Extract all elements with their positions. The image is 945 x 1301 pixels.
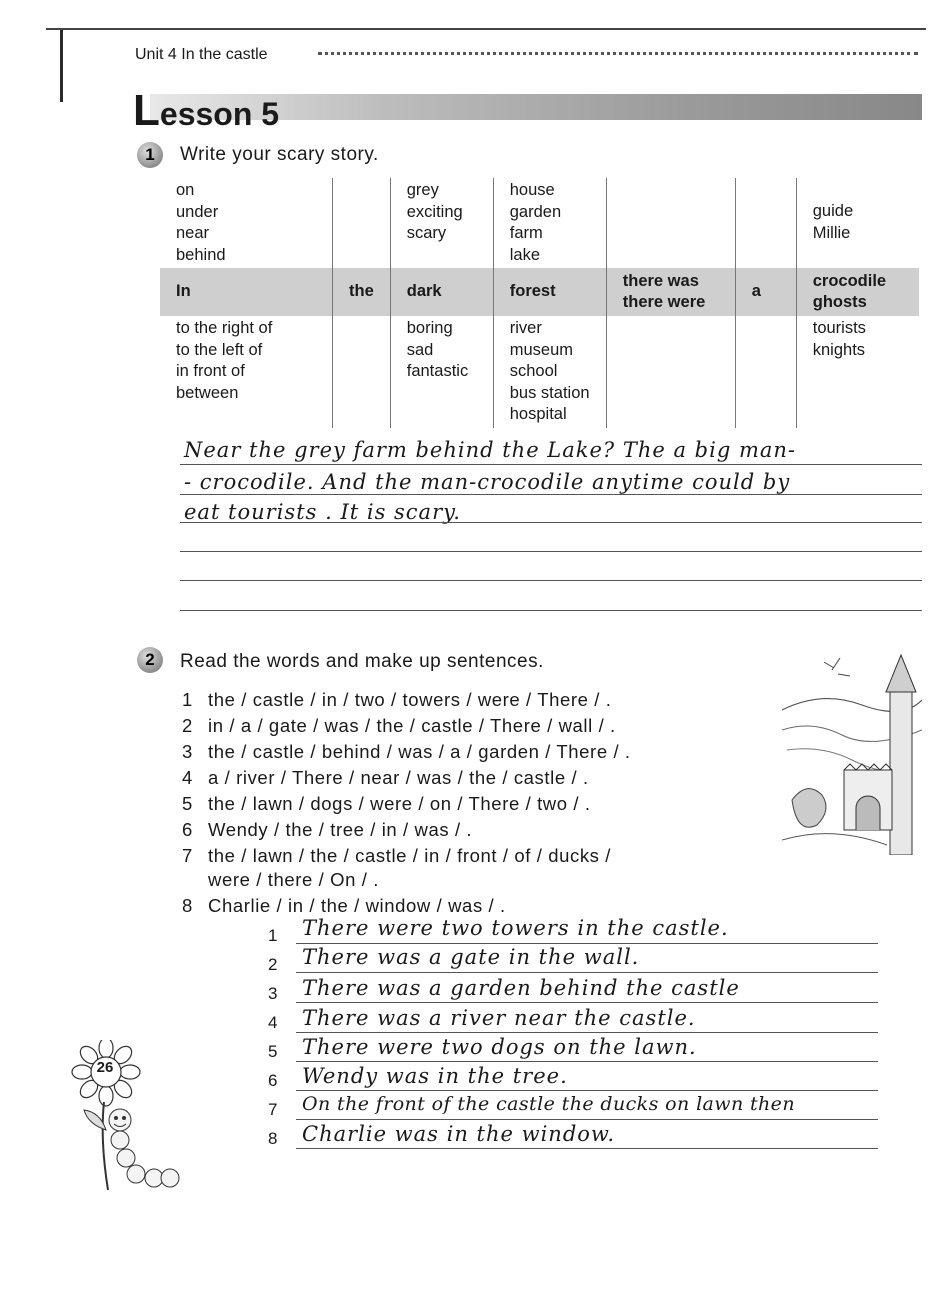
writing-line: [296, 1032, 878, 1033]
writing-line: [180, 494, 922, 495]
page-number: 26: [96, 1059, 114, 1076]
table-cell: guide Millie: [796, 178, 919, 268]
prompt-8: 8 Charlie / in / the / window / was / .: [182, 895, 506, 916]
castle-illustration: [782, 650, 922, 855]
answer-2: There was a gate in the wall.: [302, 945, 640, 969]
table-cell: In: [160, 268, 333, 316]
prompt-5: 5 the / lawn / dogs / were / on / There / two / .: [182, 793, 591, 814]
answer-5: There were two dogs on the lawn.: [302, 1035, 697, 1059]
writing-line: [296, 972, 878, 973]
table-cell: boring sad fantastic: [390, 316, 493, 428]
table-cell: a: [735, 268, 796, 316]
prompt-4: 4 a / river / There / near / was / the / castle / .: [182, 767, 589, 788]
table-cell: river museum school bus station hospital: [493, 316, 606, 428]
writing-line: [296, 1090, 878, 1091]
answer-number: 3: [268, 984, 278, 1003]
table-cell: there was there were: [606, 268, 735, 316]
answer-number: 1: [268, 926, 278, 945]
story-line-2: - crocodile. And the man-crocodile anytime could by: [184, 470, 791, 494]
prompt-6: 6 Wendy / the / tree / in / was / .: [182, 819, 473, 840]
story-line-1: Near the grey farm behind the Lake? The a big man-: [184, 438, 797, 462]
prompt-7: 7 the / lawn / the / castle / in / front / of / ducks /: [182, 845, 612, 866]
writing-line: [180, 522, 922, 523]
lesson-title: [133, 86, 279, 136]
answer-number: 4: [268, 1013, 278, 1032]
table-cell: [333, 316, 391, 428]
writing-line: [180, 580, 922, 581]
task-1-instruction: Write your scary story.: [180, 144, 379, 165]
table-cell: [735, 178, 796, 268]
writing-line: [296, 1119, 878, 1120]
table-row-highlighted: [160, 268, 919, 316]
table-cell: tourists knights: [796, 316, 919, 428]
table-cell: [735, 316, 796, 428]
answer-3: There was a garden behind the castle: [302, 976, 740, 1000]
writing-line: [180, 610, 922, 611]
answer-4: There was a river near the castle.: [302, 1006, 696, 1030]
writing-line: [296, 943, 878, 944]
table-cell: grey exciting scary: [390, 178, 493, 268]
prompt-2: 2 in / a / gate / was / the / castle / There / wall / .: [182, 715, 616, 736]
table-cell: [333, 178, 391, 268]
table-cell: dark: [390, 268, 493, 316]
story-line-3: eat tourists . It is scary.: [184, 500, 461, 524]
top-rule: [46, 28, 926, 30]
answer-number: 7: [268, 1100, 278, 1119]
table-cell: the: [333, 268, 391, 316]
task-2-number-badge: 2: [137, 647, 163, 673]
prompt-1: 1 the / castle / in / two / towers / were / There / .: [182, 689, 612, 710]
lesson-initial: L: [133, 86, 160, 135]
answer-number: 2: [268, 955, 278, 974]
answer-7: On the front of the castle the ducks on lawn then: [302, 1093, 795, 1115]
story-word-table: [160, 178, 919, 428]
answer-number: 6: [268, 1071, 278, 1090]
table-row-top: [160, 178, 919, 268]
task-2-instruction: Read the words and make up sentences.: [180, 651, 544, 672]
table-cell: crocodile ghosts: [796, 268, 919, 316]
task-1-number-badge: 1: [137, 142, 163, 168]
writing-line: [296, 1002, 878, 1003]
table-cell: to the right of to the left of in front of between: [176, 319, 273, 402]
table-cell: on under near behind: [176, 181, 226, 264]
answer-8: Charlie was in the window.: [302, 1122, 616, 1146]
lesson-title-rest: esson 5: [159, 96, 280, 132]
prompt-3: 3 the / castle / behind / was / a / garden / There / .: [182, 741, 631, 762]
table-cell: forest: [493, 268, 606, 316]
table-row-bottom: [160, 316, 919, 428]
header-dotted-rule: [318, 52, 918, 55]
prompt-7-continued: were / there / On / .: [208, 869, 379, 890]
writing-line: [180, 464, 922, 465]
sunflower-caterpillar-mascot: [70, 1040, 185, 1200]
unit-title: Unit 4 In the castle: [135, 46, 268, 63]
table-cell: [606, 178, 735, 268]
writing-line: [180, 551, 922, 552]
writing-line: [296, 1061, 878, 1062]
table-cell: [606, 316, 735, 428]
writing-line: [296, 1148, 878, 1149]
answer-6: Wendy was in the tree.: [302, 1064, 568, 1088]
answer-number: 8: [268, 1129, 278, 1148]
answer-1: There were two towers in the castle.: [302, 916, 729, 940]
table-cell: house garden farm lake: [493, 178, 606, 268]
margin-bar: [60, 30, 63, 102]
answer-number: 5: [268, 1042, 278, 1061]
